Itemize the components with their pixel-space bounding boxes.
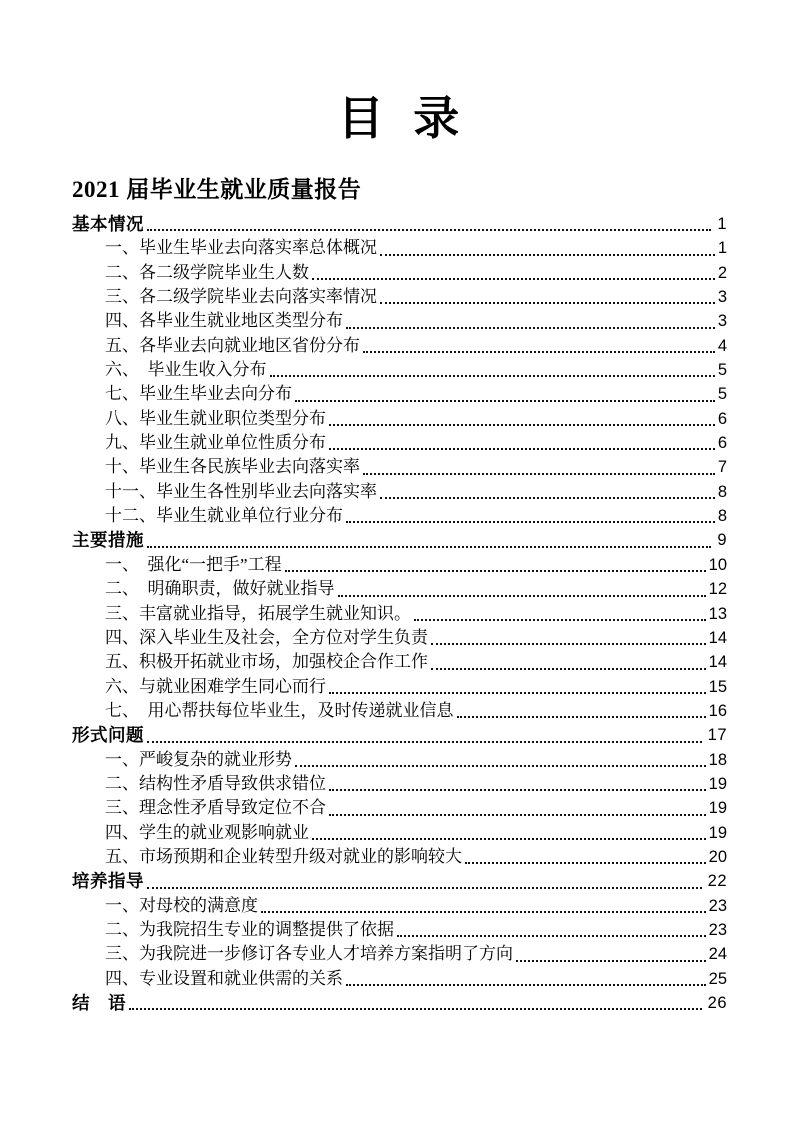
toc-entry-page: 3 <box>717 312 727 331</box>
toc-entry-page: 3 <box>717 288 727 307</box>
toc-entry-label: 二、 明确职责，做好就业指导 <box>105 579 335 599</box>
toc-entry[interactable] <box>72 845 727 869</box>
toc-entry[interactable] <box>72 991 727 1015</box>
toc-entry-label: 三、丰富就业指导，拓展学生就业知识。 <box>105 603 411 623</box>
toc-entry-label: 形式问题 <box>72 725 144 746</box>
toc-entry[interactable] <box>72 626 727 650</box>
toc-entry[interactable] <box>72 504 727 528</box>
toc-entry-label: 四、深入毕业生及社会，全方位对学生负责 <box>105 627 428 647</box>
toc-entry-label: 培养指导 <box>72 871 144 892</box>
toc-entry[interactable] <box>72 212 727 236</box>
toc-entry-label: 三、理念性矛盾导致定位不合 <box>105 798 326 818</box>
toc-entry-label: 三、为我院进一步修订各专业人才培养方案指明了方向 <box>105 944 513 964</box>
toc-entry[interactable] <box>72 650 727 674</box>
toc-entry-page: 9 <box>717 531 727 550</box>
toc-entry[interactable] <box>72 918 727 942</box>
toc-entry[interactable] <box>72 285 727 309</box>
toc-entry[interactable] <box>72 358 727 382</box>
toc-entry[interactable] <box>72 553 727 577</box>
toc-entry-page: 8 <box>717 482 727 501</box>
toc-entry-label: 二、为我院招生专业的调整提供了依据 <box>105 919 394 939</box>
dot-leader <box>329 448 715 450</box>
toc-entry[interactable] <box>72 480 727 504</box>
toc-entry-page: 19 <box>708 774 727 793</box>
toc-entry-page: 23 <box>708 896 727 915</box>
toc-entry-page: 19 <box>708 799 727 818</box>
toc-entry[interactable] <box>72 869 727 893</box>
toc-entry[interactable] <box>72 261 727 285</box>
dot-leader <box>295 765 706 767</box>
toc-entry[interactable] <box>72 942 727 966</box>
toc-entry-page: 16 <box>708 701 727 720</box>
dot-leader <box>147 741 702 743</box>
toc-heading: 目 录 <box>337 93 462 144</box>
toc-entry-label: 主要措施 <box>72 530 144 551</box>
toc-entry-label: 二、各二级学院毕业生人数 <box>105 262 309 282</box>
toc-entry-page: 1 <box>717 239 727 258</box>
toc-entry-label: 六、 毕业生收入分布 <box>105 360 267 380</box>
dot-leader <box>457 716 706 718</box>
toc-entry-page: 15 <box>708 677 727 696</box>
toc-entry[interactable] <box>72 431 727 455</box>
dot-leader <box>346 327 715 329</box>
dot-leader <box>397 935 706 937</box>
dot-leader <box>380 497 715 499</box>
toc-entry[interactable] <box>72 821 727 845</box>
toc-entry[interactable] <box>72 309 727 333</box>
toc-entry[interactable] <box>72 236 727 260</box>
dot-leader <box>346 521 715 523</box>
dot-leader <box>329 692 706 694</box>
dot-leader <box>363 473 715 475</box>
report-title: 2021 届毕业生就业质量报告 <box>72 177 362 202</box>
toc-entry-label: 六、与就业困难学生同心而行 <box>105 676 326 696</box>
toc-entry-page: 20 <box>708 847 727 866</box>
dot-leader <box>329 424 715 426</box>
toc-entry-label: 结 语 <box>72 993 126 1013</box>
toc-entry[interactable] <box>72 723 727 747</box>
dot-leader <box>363 351 715 353</box>
toc-entry-page: 18 <box>708 750 727 769</box>
toc-entry[interactable] <box>72 455 727 479</box>
toc-entry[interactable] <box>72 577 727 601</box>
dot-leader <box>147 546 711 548</box>
toc-entry-label: 五、积极开拓就业市场，加强校企合作工作 <box>105 652 428 672</box>
toc-entry[interactable] <box>72 382 727 406</box>
toc-entry-label: 一、对母校的满意度 <box>105 895 258 915</box>
toc-entry-label: 五、各毕业去向就业地区省份分布 <box>105 335 360 355</box>
dot-leader <box>431 643 706 645</box>
dot-leader <box>516 960 706 962</box>
toc-entry-page: 10 <box>708 555 727 574</box>
toc-entry-page: 25 <box>708 969 727 988</box>
dot-leader <box>465 862 706 864</box>
toc-entry-label: 五、市场预期和企业转型升级对就业的影响较大 <box>105 846 462 866</box>
toc-entry[interactable] <box>72 748 727 772</box>
toc-entry-label: 二、结构性矛盾导致供求错位 <box>105 773 326 793</box>
dot-leader <box>129 1008 702 1010</box>
toc-entry-label: 七、毕业生毕业去向分布 <box>105 384 292 404</box>
toc-entry-page: 1 <box>717 215 727 233</box>
dot-leader <box>270 375 715 377</box>
toc-entry-page: 2 <box>717 263 727 282</box>
toc-entry-page: 8 <box>717 507 727 526</box>
toc-entry[interactable] <box>72 407 727 431</box>
toc-entry-page: 5 <box>717 361 727 380</box>
dot-leader <box>295 400 715 402</box>
toc-entry[interactable] <box>72 772 727 796</box>
toc-entry[interactable] <box>72 602 727 626</box>
toc-entry-page: 17 <box>707 726 727 745</box>
toc-entry-label: 八、毕业生就业职位类型分布 <box>105 408 326 428</box>
toc-entry-page: 14 <box>708 653 727 672</box>
toc-list <box>72 212 727 1015</box>
toc-entry[interactable] <box>72 894 727 918</box>
dot-leader <box>285 570 706 572</box>
toc-entry[interactable] <box>72 699 727 723</box>
toc-entry-label: 四、专业设置和就业供需的关系 <box>105 968 343 988</box>
toc-entry-page: 12 <box>708 580 727 599</box>
toc-entry-label: 三、各二级学院毕业去向落实率情况 <box>105 287 377 307</box>
toc-entry-label: 一、毕业生毕业去向落实率总体概况 <box>105 238 377 258</box>
toc-entry-label: 四、各毕业生就业地区类型分布 <box>105 311 343 331</box>
toc-entry-label: 一、 强化“一把手”工程 <box>105 554 282 574</box>
dot-leader <box>338 595 706 597</box>
toc-entry-page: 26 <box>707 994 727 1012</box>
toc-entry-page: 19 <box>708 823 727 842</box>
toc-entry-page: 7 <box>717 458 727 477</box>
dot-leader <box>261 911 706 913</box>
toc-entry[interactable] <box>72 675 727 699</box>
toc-entry-page: 23 <box>708 920 727 939</box>
toc-entry[interactable] <box>72 796 727 820</box>
toc-entry-label: 四、学生的就业观影响就业 <box>105 822 309 842</box>
toc-entry-page: 22 <box>707 872 727 891</box>
dot-leader <box>312 278 715 280</box>
dot-leader <box>147 229 711 231</box>
toc-entry-page: 6 <box>717 409 727 428</box>
dot-leader <box>147 887 702 889</box>
toc-entry-label: 九、毕业生就业单位性质分布 <box>105 433 326 453</box>
dot-leader <box>346 984 706 986</box>
toc-entry-label: 基本情况 <box>72 214 144 234</box>
toc-entry[interactable] <box>72 528 727 552</box>
toc-entry-page: 14 <box>708 628 727 647</box>
dot-leader <box>380 302 715 304</box>
toc-entry-label: 十、毕业生各民族毕业去向落实率 <box>105 457 360 477</box>
toc-entry[interactable] <box>72 334 727 358</box>
toc-entry-page: 4 <box>717 336 727 355</box>
toc-entry-label: 七、 用心帮扶每位毕业生，及时传递就业信息 <box>105 700 454 720</box>
toc-entry[interactable] <box>72 967 727 991</box>
dot-leader <box>329 789 706 791</box>
toc-entry-page: 5 <box>717 385 727 404</box>
dot-leader <box>380 254 715 256</box>
dot-leader <box>312 838 706 840</box>
toc-entry-label: 一、严峻复杂的就业形势 <box>105 749 292 769</box>
dot-leader <box>329 814 706 816</box>
toc-entry-page: 13 <box>708 604 727 623</box>
toc-entry-page: 6 <box>717 434 727 453</box>
toc-entry-page: 24 <box>708 945 727 964</box>
toc-entry-label: 十二、毕业生就业单位行业分布 <box>105 506 343 526</box>
dot-leader <box>431 668 706 670</box>
dot-leader <box>414 619 706 621</box>
toc-entry-label: 十一、毕业生各性别毕业去向落实率 <box>105 481 377 501</box>
